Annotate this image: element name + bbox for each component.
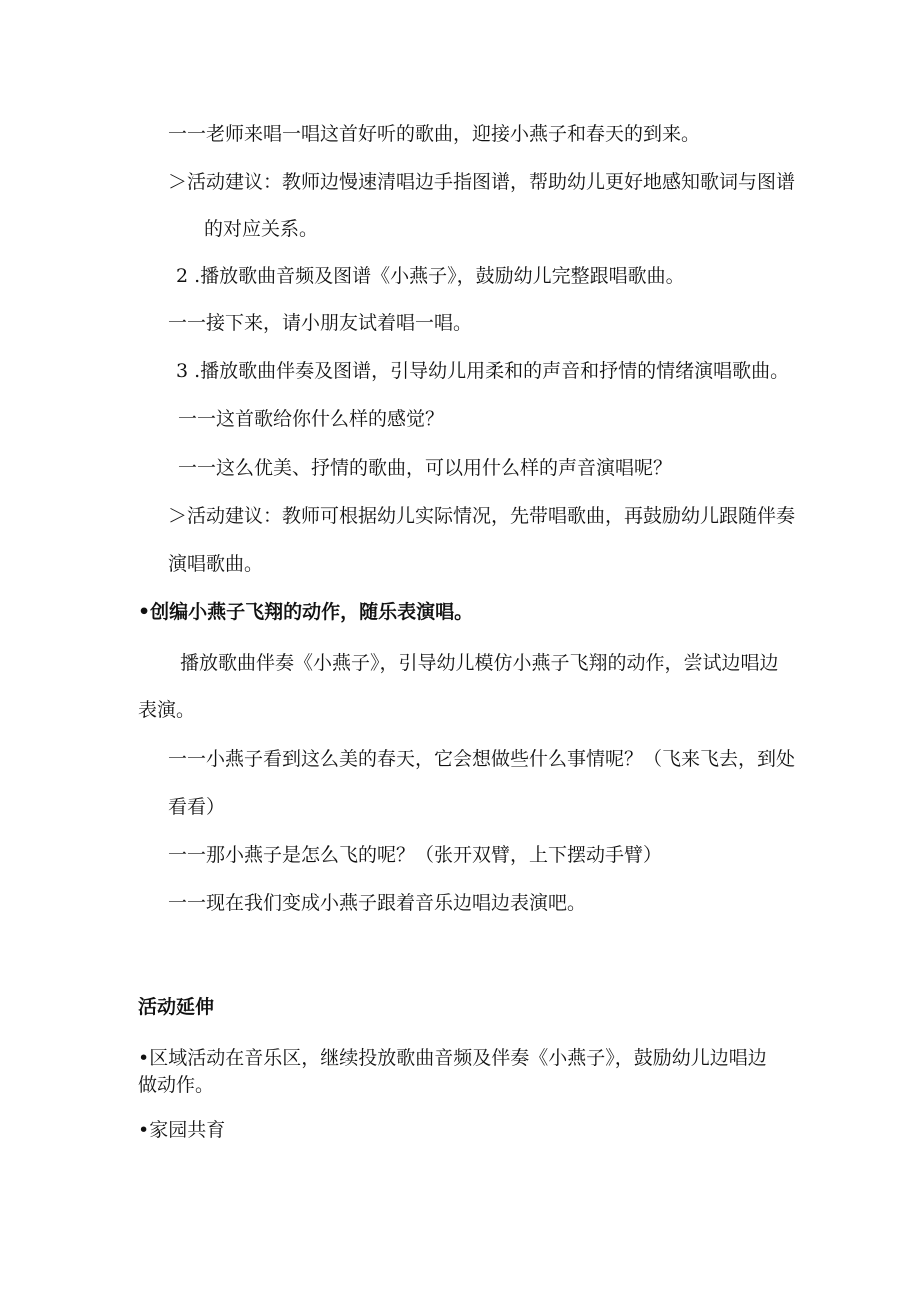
activity-suggestion-2-cont: 演唱歌曲。: [168, 553, 264, 575]
step-3: 3 .播放歌曲伴奏及图谱，引导幼儿用柔和的声音和抒情的情绪演唱歌曲。: [176, 360, 790, 382]
dialogue-swallow-spring-cont: 看看）: [168, 796, 226, 818]
step-2: 2 .播放歌曲音频及图谱《小燕子》，鼓励幼儿完整跟唱歌曲。: [176, 265, 685, 287]
dialogue-how-fly: 一一那小燕子是怎么飞的呢？（张开双臂，上下摆动手臂）: [168, 844, 663, 866]
dialogue-perform: 一一现在我们变成小燕子跟着音乐边唱边表演吧。: [168, 892, 587, 914]
dialogue-swallow-spring: 一一小燕子看到这么美的春天，它会想做些什么事情呢？（飞来飞去，到处: [168, 748, 796, 770]
extension-area-activity-cont: 做动作。: [138, 1074, 215, 1096]
paragraph-play-accompaniment: 播放歌曲伴奏《小燕子》，引导幼儿模仿小燕子飞翔的动作，尝试边唱边: [180, 652, 779, 674]
dialogue-voice: 一一这么优美、抒情的歌曲，可以用什么样的声音演唱呢？: [178, 457, 673, 479]
dialogue-feeling: 一一这首歌给你什么样的感觉？: [178, 408, 445, 430]
activity-suggestion-1-cont: 的对应关系。: [204, 218, 319, 240]
activity-suggestion-2: ＞活动建议：教师可根据幼儿实际情况，先带唱歌曲，再鼓励幼儿跟随伴奏: [168, 505, 796, 527]
extension-home-school: •家园共育: [138, 1119, 226, 1141]
section-heading-create: •创编小燕子飞翔的动作，随乐表演唱。: [138, 601, 474, 623]
dialogue-try-sing: 一一接下来，请小朋友试着唱一唱。: [168, 312, 473, 334]
dialogue-teacher-sing: 一一老师来唱一唱这首好听的歌曲，迎接小燕子和春天的到来。: [168, 123, 701, 145]
section-heading-extension: 活动延伸: [138, 996, 215, 1018]
paragraph-play-accompaniment-cont: 表演。: [138, 699, 196, 721]
activity-suggestion-1: ＞活动建议：教师边慢速清唱边手指图谱，帮助幼儿更好地感知歌词与图谱: [168, 171, 796, 193]
extension-area-activity: •区域活动在音乐区，继续投放歌曲音频及伴奏《小燕子》，鼓励幼儿边唱边: [138, 1047, 767, 1069]
